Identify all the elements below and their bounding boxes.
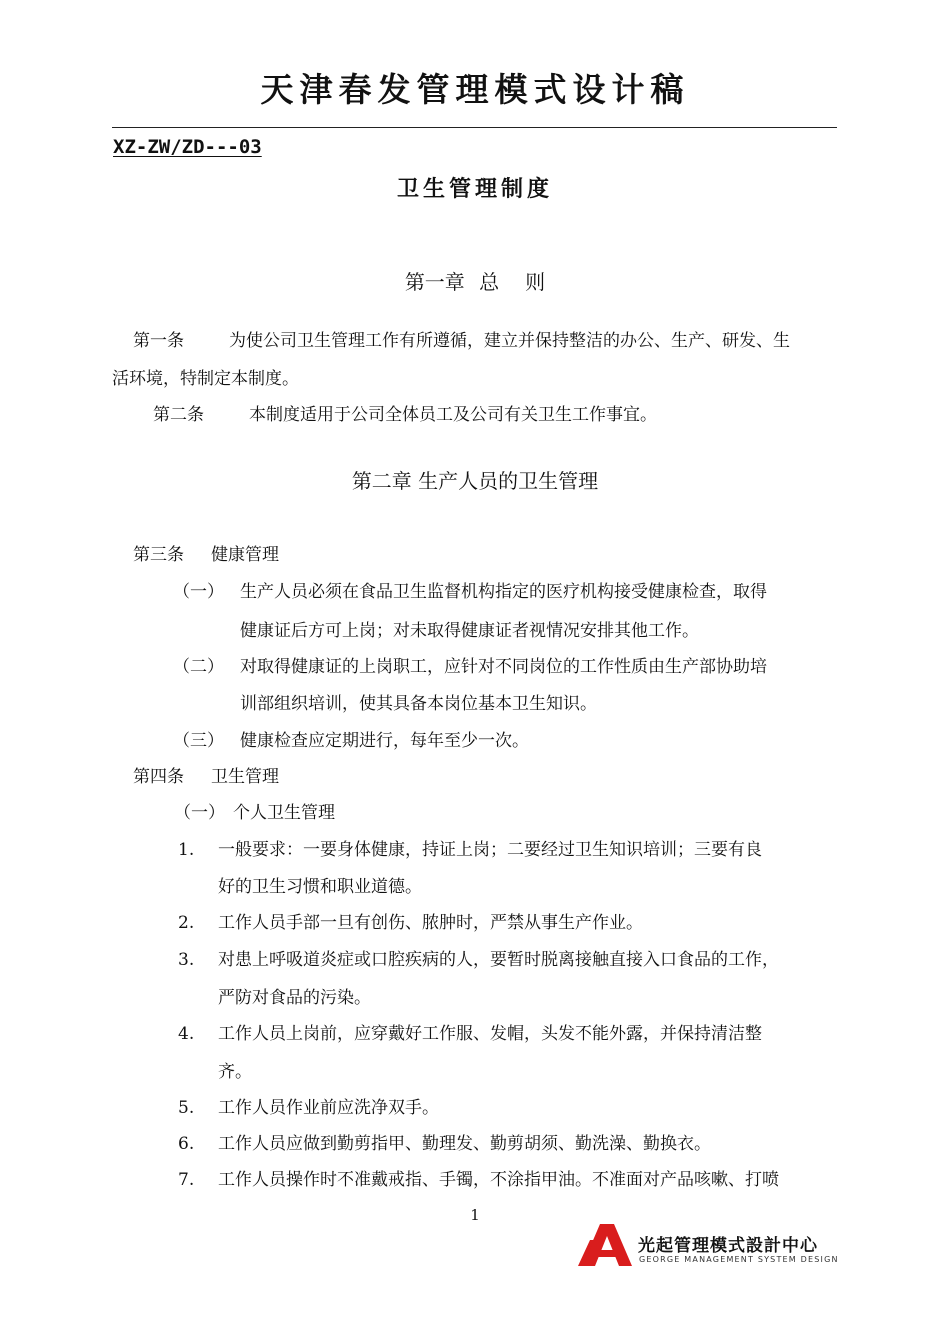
list-item-num: 1. (178, 840, 195, 860)
article-4-title: 卫生管理 (211, 767, 279, 787)
article-3-label: 第三条 (133, 545, 184, 565)
list-item-line-1: 工作人员上岗前，应穿戴好工作服、发帽，头发不能外露，并保持清洁整 (218, 1024, 762, 1044)
list-item-line-1: 对患上呼吸道炎症或口腔疾病的人，要暂时脱离接触直接入口食品的工作， (218, 950, 779, 970)
list-item-num: 7. (178, 1170, 195, 1190)
list-item-num: 2. (178, 913, 195, 933)
article-3-item-line-1: 健康检查应定期进行，每年至少一次。 (240, 731, 529, 751)
list-item-line-2: 严防对食品的污染。 (218, 988, 371, 1008)
document-code: XZ-ZW/ZD---03 (113, 136, 262, 158)
article-1-label: 第一条 (133, 331, 184, 351)
list-item-line-2: 齐。 (218, 1062, 252, 1082)
article-4-subsection-num: （一） (174, 803, 225, 823)
article-3-item-line-2: 健康证后方可上岗；对未取得健康证者视情况安排其他工作。 (240, 621, 699, 641)
list-item-num: 3. (178, 950, 195, 970)
article-3-item-num: （二） (173, 657, 224, 677)
company-logo-icon (578, 1222, 638, 1268)
chapter-1-title-a: 总 (479, 270, 500, 294)
logo-chinese-text: 光起管理模式設計中心 (638, 1236, 818, 1256)
article-2-text: 本制度适用于公司全体员工及公司有关卫生工作事宜。 (249, 405, 657, 425)
article-1-line-1: 为使公司卫生管理工作有所遵循，建立并保持整洁的办公、生产、研发、生 (229, 331, 790, 351)
page-number: 1 (470, 1206, 480, 1224)
article-3-item-num: （三） (173, 731, 224, 751)
article-4-label: 第四条 (133, 767, 184, 787)
article-1-line-2: 活环境，特制定本制度。 (112, 369, 299, 389)
article-3-item-line-2: 训部组织培训，使其具备本岗位基本卫生知识。 (240, 694, 597, 714)
logo-english-text: GEORGE MANAGEMENT SYSTEM DESIGN (639, 1255, 839, 1264)
header-divider (112, 127, 837, 128)
chapter-1-heading (0, 266, 950, 295)
article-3-item-num: （一） (173, 582, 224, 602)
article-3-item-line-1: 对取得健康证的上岗职工，应针对不同岗位的工作性质由生产部协助培 (240, 657, 767, 677)
chapter-1-label: 第一章 (404, 270, 465, 294)
header-title: 天津春发管理模式设计稿 (260, 70, 690, 109)
chapter-2-heading: 第二章 生产人员的卫生管理 (351, 469, 599, 493)
article-2-label: 第二条 (153, 405, 204, 425)
article-3-title: 健康管理 (211, 545, 279, 565)
list-item-line-1: 工作人员应做到勤剪指甲、勤理发、勤剪胡须、勤洗澡、勤换衣。 (218, 1134, 711, 1154)
list-item-num: 4. (178, 1024, 195, 1044)
list-item-line-1: 一般要求：一要身体健康，持证上岗；二要经过卫生知识培训；三要有良 (218, 840, 762, 860)
list-item-line-2: 好的卫生习惯和职业道德。 (218, 877, 422, 897)
document-title: 卫生管理制度 (396, 177, 553, 202)
list-item-line-1: 工作人员手部一旦有创伤、脓肿时，严禁从事生产作业。 (218, 913, 643, 933)
article-4-subsection-title: 个人卫生管理 (233, 803, 335, 823)
article-3-item-line-1: 生产人员必须在食品卫生监督机构指定的医疗机构接受健康检查，取得 (240, 582, 767, 602)
list-item-line-1: 工作人员操作时不准戴戒指、手镯，不涂指甲油。不准面对产品咳嗽、打喷 (218, 1170, 779, 1190)
list-item-num: 6. (178, 1134, 195, 1154)
list-item-line-1: 工作人员作业前应洗净双手。 (218, 1098, 439, 1118)
list-item-num: 5. (178, 1098, 195, 1118)
chapter-1-title-b: 则 (525, 270, 546, 294)
